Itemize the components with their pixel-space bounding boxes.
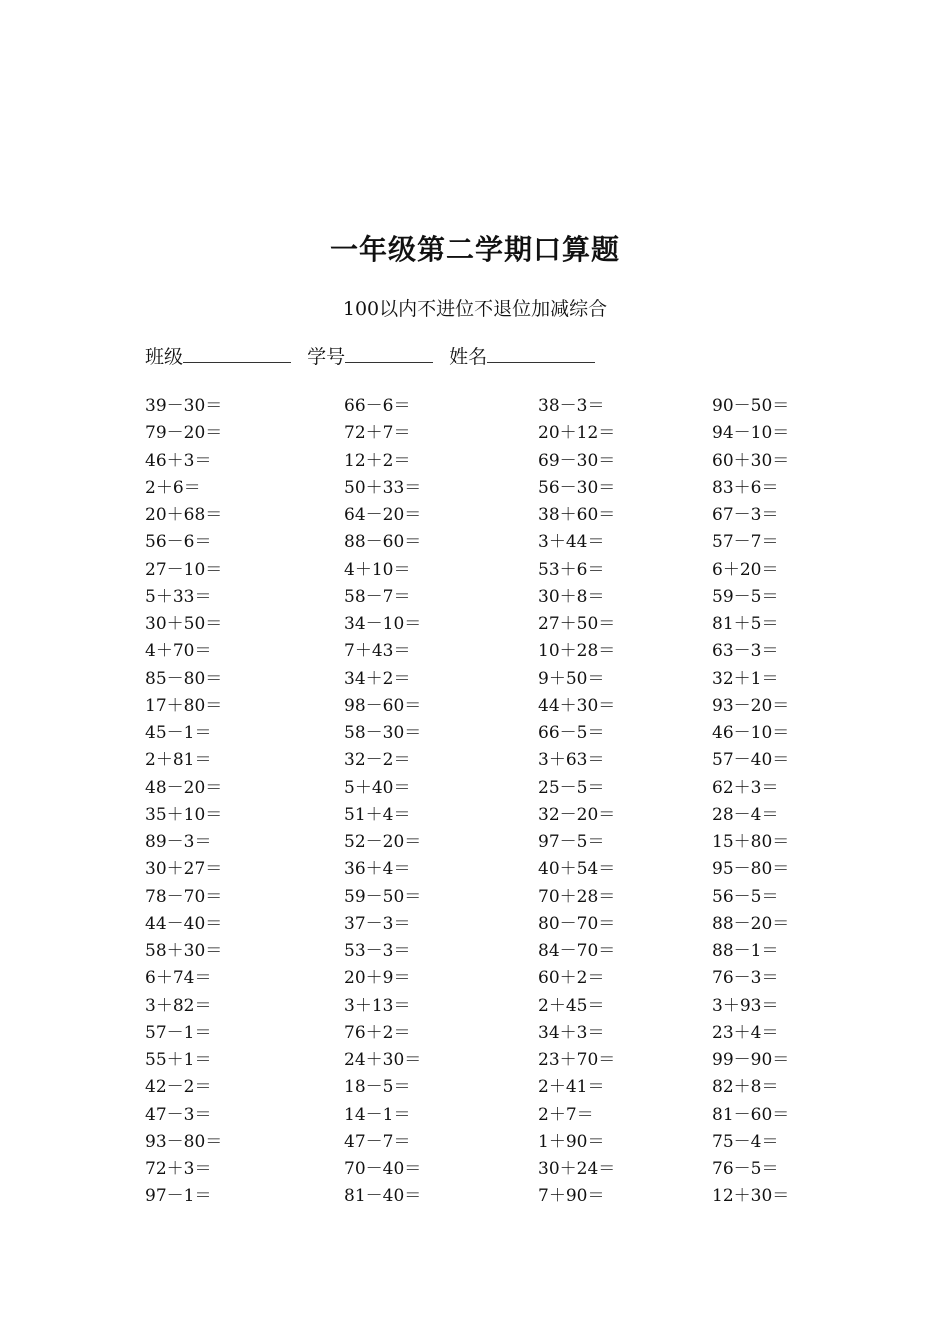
problem-item: 50＋33＝: [344, 477, 422, 498]
problem-item: 89－3＝: [145, 832, 212, 852]
problem-item: 67－3＝: [712, 505, 779, 525]
problem-item: 30＋27＝: [145, 859, 223, 880]
problem-item: 93－20＝: [712, 695, 790, 716]
problem-item: 72＋7＝: [344, 423, 411, 444]
problem-item: 57－40＝: [712, 750, 790, 771]
problem-item: 45－1＝: [145, 723, 212, 743]
problem-row: [145, 1158, 845, 1185]
problem-item: 70－40＝: [344, 1159, 422, 1179]
problem-row: [145, 940, 845, 967]
problem-item: 47－7＝: [344, 1131, 411, 1152]
problem-item: 30＋24＝: [538, 1159, 616, 1179]
problem-row: [145, 395, 845, 422]
problem-item: 32－20＝: [538, 804, 616, 825]
problem-item: 20＋9＝: [344, 968, 411, 989]
problem-item: 60＋2＝: [538, 968, 605, 989]
problem-item: 35＋10＝: [145, 804, 223, 825]
problem-item: 32＋1＝: [712, 668, 779, 689]
problem-item: 27＋50＝: [538, 614, 616, 634]
problem-item: 23＋4＝: [712, 1022, 779, 1043]
problem-item: 81－60＝: [712, 1104, 790, 1125]
problem-row: [145, 1104, 845, 1131]
problem-item: 15＋80＝: [712, 832, 790, 852]
problem-item: 5＋40＝: [344, 777, 411, 798]
problem-item: 27－10＝: [145, 559, 223, 580]
problem-item: 39－30＝: [145, 396, 223, 416]
problem-item: 20＋12＝: [538, 423, 616, 444]
problem-item: 40＋54＝: [538, 859, 616, 880]
problem-row: [145, 640, 845, 667]
problem-item: 59－50＝: [344, 886, 422, 907]
problem-item: 34＋3＝: [538, 1022, 605, 1043]
problem-item: 2＋45＝: [538, 995, 605, 1016]
problem-item: 18－5＝: [344, 1077, 411, 1098]
problem-item: 78－70＝: [145, 886, 223, 907]
problem-item: 88－20＝: [712, 913, 790, 934]
worksheet-title: 一年级第二学期口算题: [329, 233, 620, 266]
problem-item: 2＋41＝: [538, 1077, 605, 1098]
problem-row: [145, 613, 845, 640]
problem-item: 25－5＝: [538, 777, 605, 798]
student-number-blank: [345, 344, 433, 363]
problem-item: 72＋3＝: [145, 1159, 212, 1179]
problem-item: 46－10＝: [712, 723, 790, 743]
problem-item: 4＋10＝: [344, 559, 411, 580]
problem-item: 63－3＝: [712, 641, 779, 662]
problem-item: 46＋3＝: [145, 450, 212, 471]
problem-item: 53－3＝: [344, 941, 411, 961]
problem-row: [145, 504, 845, 531]
problem-item: 53＋6＝: [538, 559, 605, 580]
problem-item: 94－10＝: [712, 423, 790, 444]
problem-item: 66－6＝: [344, 396, 411, 416]
problem-item: 47－3＝: [145, 1104, 212, 1125]
problem-item: 88－60＝: [344, 532, 422, 553]
problem-row: [145, 477, 845, 504]
problem-grid: [145, 395, 845, 1213]
problem-row: [145, 995, 845, 1022]
problem-item: 57－7＝: [712, 532, 779, 553]
problem-item: 6＋20＝: [712, 559, 779, 580]
problem-item: 79－20＝: [145, 423, 223, 444]
problem-row: [145, 913, 845, 940]
problem-item: 23＋70＝: [538, 1050, 616, 1070]
problem-item: 99－90＝: [712, 1050, 790, 1070]
problem-item: 69－30＝: [538, 450, 616, 471]
problem-item: 3＋93＝: [712, 995, 779, 1016]
problem-item: 38＋60＝: [538, 505, 616, 525]
problem-item: 37－3＝: [344, 913, 411, 934]
problem-item: 56－5＝: [712, 886, 779, 907]
problem-row: [145, 831, 845, 858]
problem-item: 62＋3＝: [712, 777, 779, 798]
problem-item: 48－20＝: [145, 777, 223, 798]
problem-item: 5＋33＝: [145, 586, 212, 607]
problem-item: 70＋28＝: [538, 886, 616, 907]
worksheet-subtitle: 100以内不进位不退位加减综合: [342, 298, 608, 320]
problem-row: [145, 722, 845, 749]
problem-item: 6＋74＝: [145, 968, 212, 989]
problem-item: 97－5＝: [538, 832, 605, 852]
problem-item: 3＋13＝: [344, 995, 411, 1016]
problem-item: 84－70＝: [538, 941, 616, 961]
problem-row: [145, 531, 845, 558]
problem-item: 1＋90＝: [538, 1131, 605, 1152]
problem-item: 32－2＝: [344, 750, 411, 771]
problem-row: [145, 422, 845, 449]
problem-item: 28－4＝: [712, 804, 779, 825]
problem-item: 58－30＝: [344, 723, 422, 743]
problem-item: 3＋44＝: [538, 532, 605, 553]
problem-row: [145, 777, 845, 804]
problem-row: [145, 1131, 845, 1158]
problem-row: [145, 586, 845, 613]
problem-item: 17＋80＝: [145, 695, 223, 716]
problem-item: 24＋30＝: [344, 1050, 422, 1070]
problem-item: 60＋30＝: [712, 450, 790, 471]
problem-item: 2＋7＝: [538, 1104, 594, 1125]
student-info-line: [145, 342, 605, 369]
problem-item: 3＋82＝: [145, 995, 212, 1016]
problem-item: 98－60＝: [344, 695, 422, 716]
problem-item: 76－3＝: [712, 968, 779, 989]
problem-item: 57－1＝: [145, 1022, 212, 1043]
problem-item: 30＋50＝: [145, 614, 223, 634]
problem-item: 90－50＝: [712, 396, 790, 416]
problem-row: [145, 695, 845, 722]
problem-row: [145, 450, 845, 477]
student-number-label: 学号: [307, 346, 346, 368]
problem-item: 93－80＝: [145, 1131, 223, 1152]
problem-row: [145, 886, 845, 913]
problem-item: 66－5＝: [538, 723, 605, 743]
problem-item: 95－80＝: [712, 859, 790, 880]
problem-item: 75－4＝: [712, 1131, 779, 1152]
problem-row: [145, 804, 845, 831]
problem-item: 59－5＝: [712, 586, 779, 607]
problem-item: 56－30＝: [538, 477, 616, 498]
problem-item: 56－6＝: [145, 532, 212, 553]
problem-item: 7＋90＝: [538, 1186, 605, 1207]
problem-row: [145, 559, 845, 586]
problem-item: 3＋63＝: [538, 750, 605, 771]
student-name-blank: [487, 344, 595, 363]
problem-row: [145, 1076, 845, 1103]
problem-row: [145, 858, 845, 885]
problem-item: 76－5＝: [712, 1159, 779, 1179]
problem-item: 51＋4＝: [344, 804, 411, 825]
problem-item: 2＋6＝: [145, 477, 201, 498]
problem-item: 4＋70＝: [145, 641, 212, 662]
problem-item: 20＋68＝: [145, 505, 223, 525]
problem-item: 42－2＝: [145, 1077, 212, 1098]
problem-item: 38－3＝: [538, 396, 605, 416]
problem-item: 83＋6＝: [712, 477, 779, 498]
problem-item: 97－1＝: [145, 1186, 212, 1207]
problem-item: 44－40＝: [145, 913, 223, 934]
problem-row: [145, 1185, 845, 1212]
problem-item: 58－7＝: [344, 586, 411, 607]
problem-item: 12＋30＝: [712, 1186, 790, 1207]
problem-item: 88－1＝: [712, 941, 779, 961]
problem-item: 81－40＝: [344, 1186, 422, 1207]
problem-item: 52－20＝: [344, 832, 422, 852]
problem-item: 10＋28＝: [538, 641, 616, 662]
problem-item: 76＋2＝: [344, 1022, 411, 1043]
problem-item: 55＋1＝: [145, 1050, 212, 1070]
problem-item: 30＋8＝: [538, 586, 605, 607]
problem-item: 34－10＝: [344, 614, 422, 634]
problem-item: 85－80＝: [145, 668, 223, 689]
problem-row: [145, 668, 845, 695]
problem-item: 12＋2＝: [344, 450, 411, 471]
problem-item: 64－20＝: [344, 505, 422, 525]
problem-item: 58＋30＝: [145, 941, 223, 961]
problem-item: 81＋5＝: [712, 614, 779, 634]
problem-item: 44＋30＝: [538, 695, 616, 716]
problem-row: [145, 967, 845, 994]
problem-row: [145, 1049, 845, 1076]
problem-item: 9＋50＝: [538, 668, 605, 689]
student-name-label: 姓名: [449, 346, 488, 368]
class-blank: [183, 344, 291, 363]
class-label: 班级: [145, 346, 184, 368]
problem-item: 7＋43＝: [344, 641, 411, 662]
problem-item: 34＋2＝: [344, 668, 411, 689]
problem-item: 36＋4＝: [344, 859, 411, 880]
problem-item: 14－1＝: [344, 1104, 411, 1125]
problem-item: 80－70＝: [538, 913, 616, 934]
problem-item: 82＋8＝: [712, 1077, 779, 1098]
problem-item: 2＋81＝: [145, 750, 212, 771]
problem-row: [145, 749, 845, 776]
problem-row: [145, 1022, 845, 1049]
